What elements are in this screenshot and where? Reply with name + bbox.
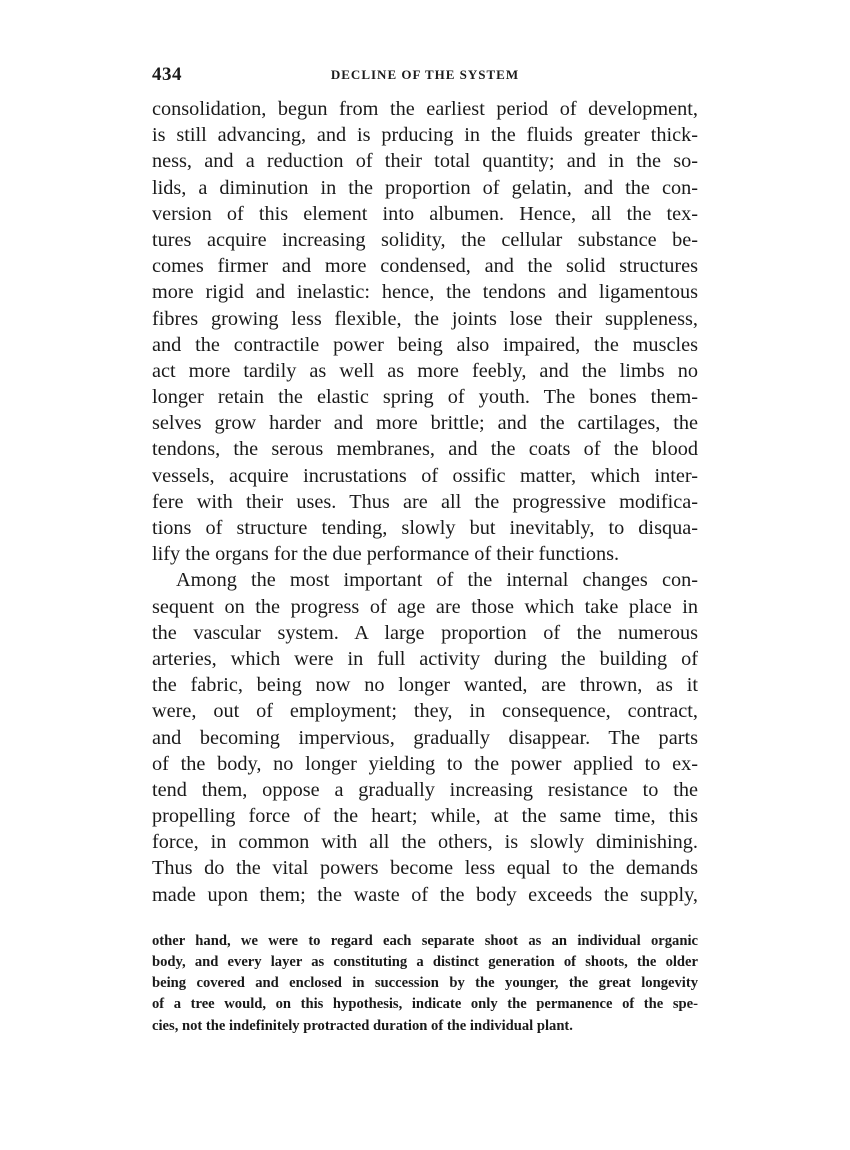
body-line: sequent on the progress of age are those which take place in	[152, 595, 698, 618]
body-line: lids, a diminution in the proportion of gelatin, and the con-	[152, 176, 698, 199]
body-line: longer retain the elastic spring of youth. The bones them-	[152, 386, 698, 409]
body-line: the fabric, being now no longer wanted, are thrown, as it	[152, 674, 698, 697]
paragraph-first-line: Among the most important of the internal changes con-	[176, 569, 698, 592]
body-line: propelling force of the heart; while, at the same time, this	[152, 805, 698, 828]
book-page	[152, 64, 698, 1037]
body-line: version of this element into albumen. Hence, all the tex-	[152, 202, 698, 225]
body-text	[152, 96, 698, 908]
body-line: is still advancing, and is prducing in the fluids greater thick-	[152, 124, 698, 147]
body-line: more rigid and inelastic: hence, the tendons and ligamentous	[152, 281, 698, 304]
body-line: tions of structure tending, slowly but inevitably, to disqua-	[152, 517, 698, 539]
footnote-line: body, and every layer as constituting a distinct generation of shoots, the older	[152, 954, 698, 970]
body-line: and becoming impervious, gradually disappear. The parts	[152, 726, 698, 749]
body-line: were, out of employment; they, in consequence, contract,	[152, 700, 698, 723]
body-line: of the body, no longer yielding to the power applied to ex-	[152, 752, 698, 775]
body-line: vessels, acquire incrustations of ossific matter, which inter-	[152, 464, 698, 487]
body-line: ness, and a reduction of their total quantity; and in the so-	[152, 150, 698, 173]
body-line: Thus do the vital powers become less equal to the demands	[152, 857, 698, 880]
body-line: consolidation, begun from the earliest period of development,	[152, 98, 698, 120]
body-line: act more tardily as well as more feebly, and the limbs no	[152, 359, 698, 382]
footnote-line: being covered and enclosed in succession by the younger, the great longevity	[152, 975, 698, 992]
body-line: comes firmer and more condensed, and the solid structures	[152, 255, 698, 278]
body-line: the vascular system. A large proportion of the numerous	[152, 621, 698, 644]
footnote-line: cies, not the indefinitely protracted duration of the individual plant.	[152, 1017, 573, 1034]
body-line: tend them, oppose a gradually increasing resistance to the	[152, 778, 698, 801]
footnote-line: of a tree would, on this hypothesis, indicate only the permanence of the spe-	[152, 996, 698, 1013]
body-line: force, in common with all the others, is slowly diminishing.	[152, 831, 698, 854]
running-title: DECLINE OF THE SYSTEM	[330, 67, 520, 82]
body-line: tures acquire increasing solidity, the cellular substance be-	[152, 228, 698, 251]
body-line: fere with their uses. Thus are all the progressive modifica-	[152, 490, 698, 513]
body-line: and the contractile power being also impaired, the muscles	[152, 333, 698, 356]
body-line: arteries, which were in full activity during the building of	[152, 647, 698, 670]
body-line: selves grow harder and more brittle; and the cartilages, the	[152, 412, 698, 435]
body-line: lify the organs for the due performance of their functions.	[152, 543, 620, 566]
body-line: tendons, the serous membranes, and the coats of the blood	[152, 438, 698, 461]
footnote-line: other hand, we were to regard each separate shoot as an individual organic	[152, 932, 698, 949]
page-number: 434	[152, 64, 182, 85]
footnote	[152, 931, 698, 1037]
body-line: made upon them; the waste of the body exceeds the supply,	[152, 883, 698, 906]
running-head	[152, 64, 698, 88]
body-line: fibres growing less flexible, the joints lose their suppleness,	[152, 307, 698, 330]
